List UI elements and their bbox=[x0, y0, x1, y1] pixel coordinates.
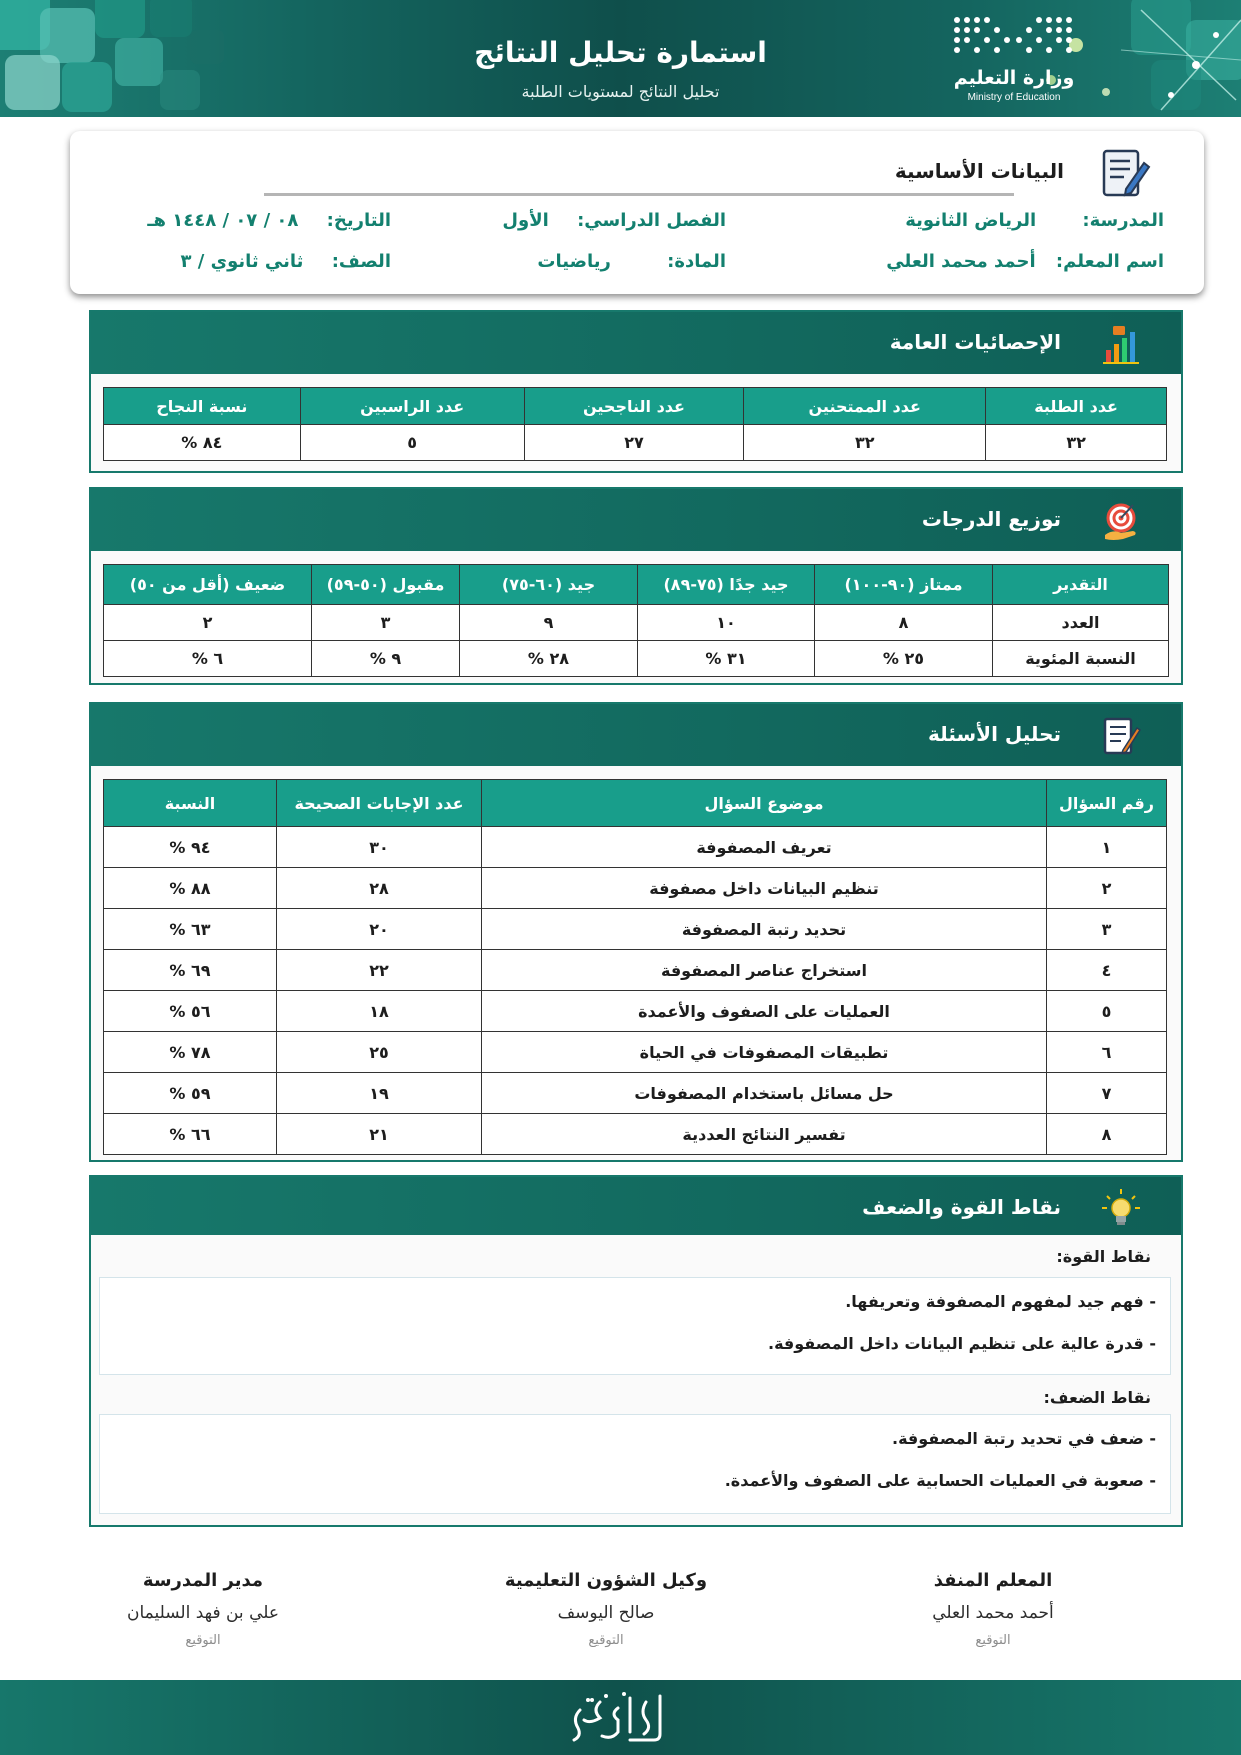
question-percent: ٥٦ % bbox=[104, 991, 277, 1032]
stats-value-cell: ٣٢ bbox=[744, 425, 986, 461]
signature-name: صالح اليوسف bbox=[557, 1603, 655, 1623]
strengths-box bbox=[99, 1277, 1171, 1375]
question-topic: استخراج عناصر المصفوفة bbox=[482, 950, 1047, 991]
target-hand-icon bbox=[1099, 499, 1143, 543]
questions-table bbox=[103, 779, 1167, 1155]
question-number: ٧ bbox=[1047, 1073, 1167, 1114]
grades-cell: ١٠ bbox=[638, 605, 815, 641]
semester-label: الفصل الدراسي: bbox=[577, 210, 726, 231]
table-row bbox=[104, 909, 1167, 950]
grades-header bbox=[91, 489, 1181, 551]
stats-title: الإحصائيات العامة bbox=[889, 330, 1061, 354]
stats-value-cell: ٣٢ bbox=[986, 425, 1167, 461]
question-number: ٦ bbox=[1047, 1032, 1167, 1073]
question-percent: ٦٣ % bbox=[104, 909, 277, 950]
signature-role: وكيل الشؤون التعليمية bbox=[504, 1570, 708, 1591]
question-percent: ٧٨ % bbox=[104, 1032, 277, 1073]
weaknesses-label: نقاط الضعف: bbox=[1043, 1388, 1151, 1407]
question-topic: تنظيم البيانات داخل مصفوفة bbox=[482, 868, 1047, 909]
stats-value-cell: ٥ bbox=[300, 425, 524, 461]
grades-header-cell: جيد جدًا (٧٥-٨٩) bbox=[638, 565, 815, 605]
question-number: ٤ bbox=[1047, 950, 1167, 991]
question-topic: حل مسائل باستخدام المصفوفات bbox=[482, 1073, 1047, 1114]
stats-table bbox=[103, 387, 1167, 461]
question-correct-count: ١٨ bbox=[277, 991, 482, 1032]
stats-header-cell: عدد الراسبين bbox=[300, 388, 524, 425]
question-number: ٣ bbox=[1047, 909, 1167, 950]
signature-teacher bbox=[863, 1570, 1123, 1648]
grades-section bbox=[89, 487, 1183, 685]
page-subtitle: تحليل النتائج لمستويات الطلبة bbox=[521, 82, 720, 101]
table-row bbox=[104, 991, 1167, 1032]
grades-cell: ٨ bbox=[815, 605, 993, 641]
questions-header-cell: رقم السؤال bbox=[1047, 780, 1167, 827]
lightbulb-icon bbox=[1099, 1187, 1143, 1231]
stats-section bbox=[89, 310, 1183, 473]
grades-header-cell: التقدير bbox=[993, 565, 1169, 605]
semester-field bbox=[502, 210, 726, 231]
stats-header-cell: عدد الناجحين bbox=[524, 388, 744, 425]
signature-label: التوقيع bbox=[588, 1633, 624, 1648]
question-number: ٢ bbox=[1047, 868, 1167, 909]
question-percent: ٥٩ % bbox=[104, 1073, 277, 1114]
questions-header-cell: موضوع السؤال bbox=[482, 780, 1047, 827]
question-correct-count: ٢٨ bbox=[277, 868, 482, 909]
question-correct-count: ٢٢ bbox=[277, 950, 482, 991]
date-field bbox=[147, 210, 391, 231]
list-item: - ضعف في تحديد رتبة المصفوفة. bbox=[892, 1429, 1156, 1448]
grades-percent-row bbox=[104, 641, 1169, 677]
table-row bbox=[104, 1032, 1167, 1073]
stats-header bbox=[91, 312, 1181, 374]
signature-label: التوقيع bbox=[185, 1633, 221, 1648]
grades-cell: النسبة المئوية bbox=[993, 641, 1169, 677]
question-number: ٨ bbox=[1047, 1114, 1167, 1155]
signature-principal bbox=[73, 1570, 333, 1648]
question-topic: تفسير النتائج العددية bbox=[482, 1114, 1047, 1155]
class-label: الصف: bbox=[331, 251, 391, 272]
question-correct-count: ٢٠ bbox=[277, 909, 482, 950]
grades-cell: ٢ bbox=[104, 605, 312, 641]
list-item: - صعوبة في العمليات الحسابية على الصفوف والأعمدة. bbox=[724, 1471, 1156, 1490]
teacher-field bbox=[886, 251, 1164, 272]
grades-count-row bbox=[104, 605, 1169, 641]
subject-field bbox=[537, 251, 726, 272]
question-percent: ٨٨ % bbox=[104, 868, 277, 909]
question-correct-count: ٣٠ bbox=[277, 827, 482, 868]
grades-cell: ٣ bbox=[312, 605, 460, 641]
grades-cell: ٣١ % bbox=[638, 641, 815, 677]
grades-header-cell: مقبول (٥٠-٥٩) bbox=[312, 565, 460, 605]
stats-value-cell: ٢٧ bbox=[524, 425, 744, 461]
questions-header bbox=[91, 704, 1181, 766]
questions-header-cell: عدد الإجابات الصحيحة bbox=[277, 780, 482, 827]
question-topic: العمليات على الصفوف والأعمدة bbox=[482, 991, 1047, 1032]
table-row bbox=[104, 1073, 1167, 1114]
divider-line bbox=[264, 193, 1014, 196]
signature-name: علي بن فهد السليمان bbox=[126, 1603, 280, 1623]
table-row bbox=[104, 868, 1167, 909]
question-percent: ٩٤ % bbox=[104, 827, 277, 868]
bar-chart-icon bbox=[1099, 322, 1143, 366]
class-field bbox=[180, 251, 391, 272]
signature-role: مدير المدرسة bbox=[142, 1570, 264, 1591]
grades-cell: ٢٥ % bbox=[815, 641, 993, 677]
analysis-title: نقاط القوة والضعف bbox=[862, 1195, 1061, 1219]
basic-info-title: البيانات الأساسية bbox=[894, 159, 1064, 183]
teacher-value: أحمد محمد العلي bbox=[886, 251, 1036, 272]
question-number: ١ bbox=[1047, 827, 1167, 868]
weaknesses-box bbox=[99, 1414, 1171, 1514]
header-banner bbox=[0, 0, 1241, 117]
question-percent: ٦٩ % bbox=[104, 950, 277, 991]
signature-role: المعلم المنفذ bbox=[933, 1570, 1053, 1591]
question-number: ٥ bbox=[1047, 991, 1167, 1032]
grades-title: توزيع الدرجات bbox=[921, 507, 1061, 531]
stats-header-cell: نسبة النجاح bbox=[104, 388, 301, 425]
school-value: الرياض الثانوية bbox=[905, 210, 1037, 231]
subject-value: رياضيات bbox=[537, 251, 611, 272]
date-label: التاريخ: bbox=[326, 210, 391, 231]
question-percent: ٦٦ % bbox=[104, 1114, 277, 1155]
grades-header-cell: ضعيف (أقل من ٥٠) bbox=[104, 565, 312, 605]
question-topic: تطبيقات المصفوفات في الحياة bbox=[482, 1032, 1047, 1073]
basic-info-card bbox=[70, 131, 1204, 294]
signature-label: التوقيع bbox=[975, 1633, 1011, 1648]
teacher-label: اسم المعلم: bbox=[1055, 251, 1164, 272]
questions-title: تحليل الأسئلة bbox=[928, 722, 1061, 746]
question-topic: تعريف المصفوفة bbox=[482, 827, 1047, 868]
analysis-header bbox=[91, 1177, 1181, 1235]
stats-header-cell: عدد الطلبة bbox=[986, 388, 1167, 425]
signature-name: أحمد محمد العلي bbox=[932, 1603, 1054, 1623]
page-title: استمارة تحليل النتائج bbox=[474, 36, 767, 69]
grades-cell: العدد bbox=[993, 605, 1169, 641]
semester-value: الأول bbox=[502, 210, 549, 231]
question-correct-count: ٢٥ bbox=[277, 1032, 482, 1073]
questions-section bbox=[89, 702, 1183, 1162]
analysis-section bbox=[89, 1175, 1183, 1527]
grades-header-cell: ممتاز (٩٠-١٠٠) bbox=[815, 565, 993, 605]
stats-value-cell: ٨٤ % bbox=[104, 425, 301, 461]
signature-deputy bbox=[476, 1570, 736, 1648]
school-label: المدرسة: bbox=[1082, 210, 1164, 231]
stats-header-cell: عدد الممتحنين bbox=[744, 388, 986, 425]
grades-header-cell: جيد (٦٠-٧٥) bbox=[460, 565, 638, 605]
table-row bbox=[104, 1114, 1167, 1155]
notes-pen-icon bbox=[1099, 714, 1143, 758]
questions-header-cell: النسبة bbox=[104, 780, 277, 827]
form-edit-icon bbox=[1096, 145, 1152, 201]
grades-cell: ٩ % bbox=[312, 641, 460, 677]
footer-banner bbox=[0, 1680, 1241, 1755]
question-correct-count: ٢١ bbox=[277, 1114, 482, 1155]
grades-cell: ٦ % bbox=[104, 641, 312, 677]
question-topic: تحديد رتبة المصفوفة bbox=[482, 909, 1047, 950]
class-value: ثاني ثانوي / ٣ bbox=[180, 251, 304, 272]
date-value: ٠٨ / ٠٧ / ١٤٤٨ هـ bbox=[147, 210, 299, 231]
grades-cell: ٢٨ % bbox=[460, 641, 638, 677]
ministry-name-en: Ministry of Education bbox=[967, 92, 1061, 103]
strengths-label: نقاط القوة: bbox=[1056, 1247, 1151, 1266]
question-correct-count: ١٩ bbox=[277, 1073, 482, 1114]
ministry-name-ar: وزارة التعليم bbox=[953, 67, 1075, 89]
grades-cell: ٩ bbox=[460, 605, 638, 641]
table-row bbox=[104, 950, 1167, 991]
list-item: - فهم جيد لمفهوم المصفوفة وتعريفها. bbox=[845, 1292, 1156, 1311]
enjazi-logo bbox=[560, 1688, 680, 1746]
table-row bbox=[104, 827, 1167, 868]
list-item: - قدرة عالية على تنظيم البيانات داخل المصفوفة. bbox=[768, 1334, 1156, 1353]
school-field bbox=[905, 210, 1164, 231]
grades-table bbox=[103, 564, 1169, 677]
subject-label: المادة: bbox=[667, 251, 726, 272]
